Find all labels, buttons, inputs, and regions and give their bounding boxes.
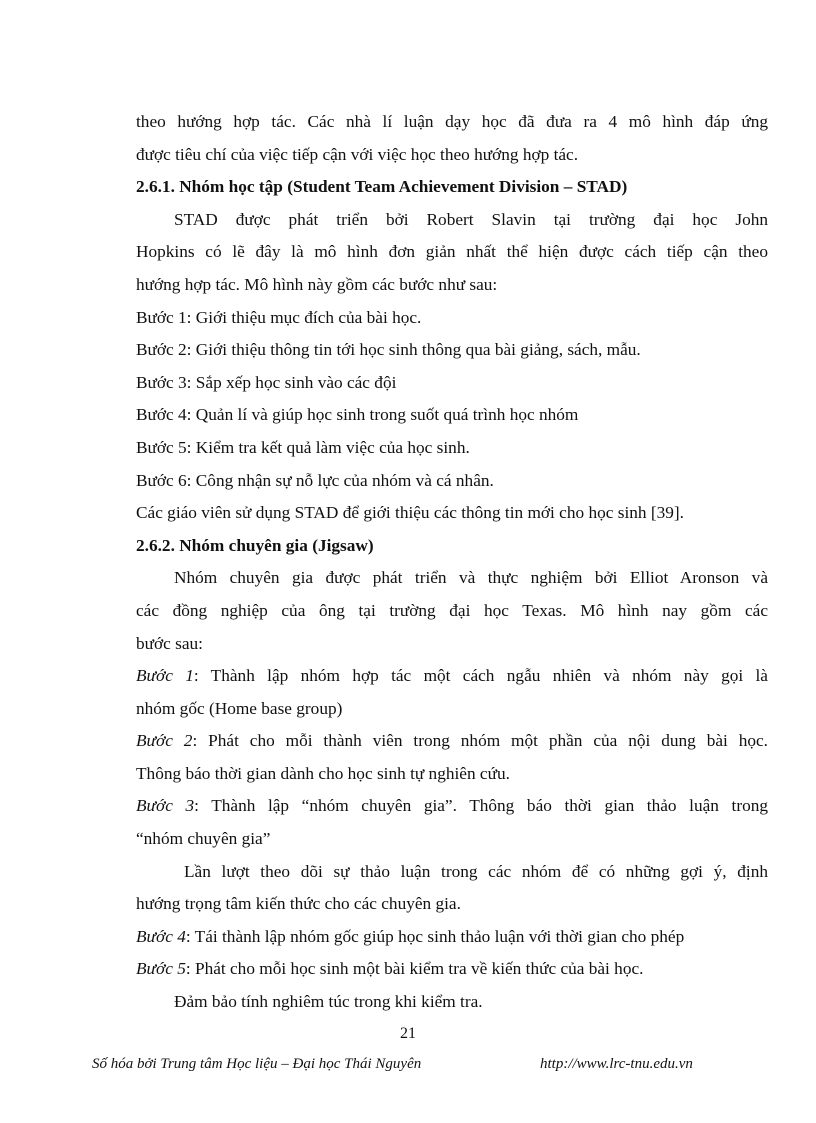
jigsaw-step-3-cont: “nhóm chuyên gia” [136,829,271,849]
stad-step-1: Bước 1: Giới thiệu mục đích của bài học. [136,307,422,327]
intro-line: theo hướng hợp tác. Các nhà lí luận dạy học đã đưa ra 4 mô hình đáp ứng [136,112,768,131]
stad-step-5: Bước 5: Kiểm tra kết quả làm việc của học sinh. [136,437,470,457]
step-text: : Phát cho mỗi thành viên trong nhóm một phần của nội dung bài học. [192,731,768,751]
step-text: : Thành lập nhóm hợp tác một cách ngẫu nhiên và nhóm này gọi là [193,666,768,686]
footer-source: Số hóa bởi Trung tâm Học liệu – Đại học Thái Nguyên [92,1056,422,1072]
jigsaw-step-1-cont: nhóm gốc (Home base group) [136,698,343,718]
paragraph-line: bước sau: [136,633,203,653]
step-text: : Thành lập “nhóm chuyên gia”. Thông báo thời gian thảo luận trong [194,796,768,816]
paragraph-line: hướng hợp tác. Mô hình này gồm các bước như sau: [136,274,498,294]
jigsaw-step-1 [136,660,768,693]
step-text: : Phát cho mỗi học sinh một bài kiểm tra về kiến thức của bài học. [185,959,644,979]
jigsaw-step-3 [136,790,768,823]
page-number: 21 [400,1025,416,1042]
section-heading-stad: 2.6.1. Nhóm học tập (Student Team Achievement Division – STAD) [136,177,628,197]
step-label: Bước 3 [136,796,195,816]
step-label: Bước 1 [136,666,194,686]
stad-step-2: Bước 2: Giới thiệu thông tin tới học sinh thông qua bài giảng, sách, mẫu. [136,340,641,360]
jigsaw-step-5 [136,953,768,986]
final-line: Đảm bảo tính nghiêm túc trong khi kiểm tra. [174,992,483,1012]
paragraph-line: Nhóm chuyên gia được phát triển và thực nghiệm bởi Elliot Aronson và [174,568,768,588]
intro-line: được tiêu chí của việc tiếp cận với việc học theo hướng hợp tác. [136,144,579,164]
paragraph-line: STAD được phát triển bởi Robert Slavin tại trường đại học John [174,209,768,229]
follow-up-line: hướng trọng tâm kiến thức cho các chuyên gia. [136,894,461,914]
step-label: Bước 5 [136,959,186,979]
follow-up-line: Lần lượt theo dõi sự thảo luận trong các nhóm để có những gợi ý, định [184,861,768,881]
step-text: : Tái thành lập nhóm gốc giúp học sinh thảo luận với thời gian cho phép [185,926,685,946]
jigsaw-step-2 [136,725,768,758]
footer-url: http://www.lrc-tnu.edu.vn [540,1056,693,1072]
jigsaw-step-2-cont: Thông báo thời gian dành cho học sinh tự nghiên cứu. [136,763,510,783]
step-label: Bước 2 [136,731,193,751]
paragraph-line: các đồng nghiệp của ông tại trường đại học Texas. Mô hình nay gồm các [136,600,768,620]
paragraph-line: Hopkins có lẽ đây là mô hình đơn giản nhất thể hiện được cách tiếp cận theo [136,242,768,262]
stad-step-4: Bước 4: Quản lí và giúp học sinh trong suốt quá trình học nhóm [136,405,579,425]
section-heading-jigsaw: 2.6.2. Nhóm chuyên gia (Jigsaw) [136,535,374,555]
stad-step-3: Bước 3: Sắp xếp học sinh vào các đội [136,372,397,392]
stad-step-6: Bước 6: Công nhận sự nỗ lực của nhóm và cá nhân. [136,470,494,490]
stad-closing: Các giáo viên sử dụng STAD để giới thiệu các thông tin mới cho học sinh [39]. [136,503,684,523]
jigsaw-step-4 [136,921,768,954]
page-body [136,106,768,1019]
step-label: Bước 4 [136,926,186,946]
